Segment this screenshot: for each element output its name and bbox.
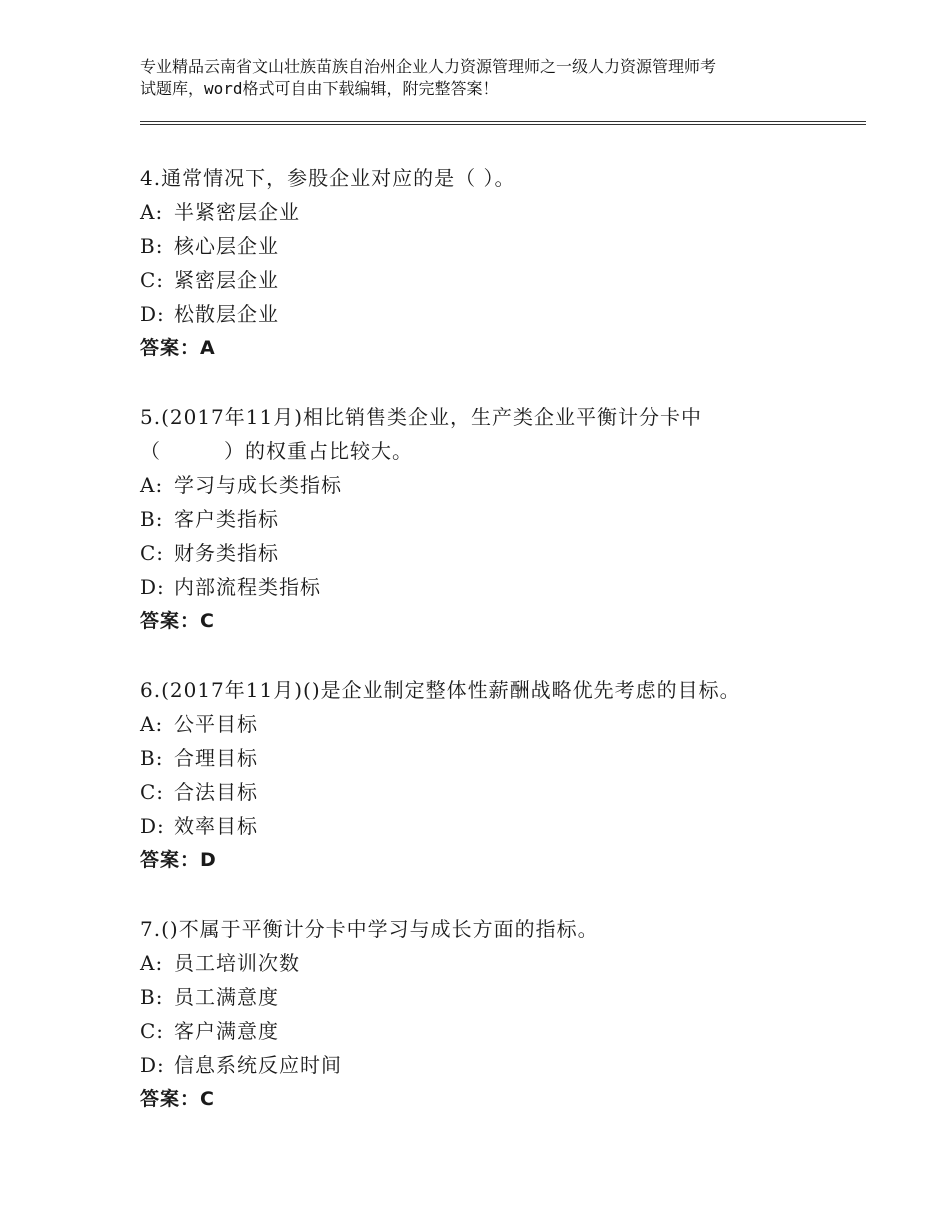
question-block <box>140 400 840 638</box>
option-key: A: <box>140 473 164 497</box>
question-stem: 6.(2017年11月)()是企业制定整体性薪酬战略优先考虑的目标。 <box>140 678 741 702</box>
option-text: 员工培训次数 <box>174 951 300 975</box>
option-text: 客户类指标 <box>174 507 279 531</box>
answer-line: 答案：A <box>140 337 216 359</box>
question-stem: 7.()不属于平衡计分卡中学习与成长方面的指标。 <box>140 917 599 941</box>
option-text: 合理目标 <box>174 746 258 770</box>
option-text: 信息系统反应时间 <box>174 1053 342 1077</box>
option-key: D: <box>140 1053 165 1077</box>
option-a <box>140 468 840 502</box>
option-c <box>140 775 840 809</box>
option-d <box>140 1048 840 1082</box>
option-text: 公平目标 <box>174 712 258 736</box>
option-key: C: <box>140 1019 165 1043</box>
option-key: A: <box>140 200 164 224</box>
option-text: 学习与成长类指标 <box>174 473 342 497</box>
option-a <box>140 707 840 741</box>
question-stem: 4.通常情况下，参股企业对应的是（ ）。 <box>140 166 516 190</box>
question-stem: 5.(2017年11月)相比销售类企业，生产类企业平衡计分卡中 <box>140 405 703 429</box>
answer-line: 答案：C <box>140 1088 215 1110</box>
option-key: B: <box>140 985 164 1009</box>
option-b <box>140 741 840 775</box>
option-text: 合法目标 <box>174 780 258 804</box>
option-d <box>140 809 840 843</box>
option-key: B: <box>140 507 164 531</box>
option-text: 员工满意度 <box>174 985 279 1009</box>
header-divider-bottom <box>140 124 866 125</box>
option-c <box>140 536 840 570</box>
option-text: 内部流程类指标 <box>174 575 321 599</box>
option-d <box>140 297 840 331</box>
answer-line: 答案：C <box>140 610 215 632</box>
answer-line: 答案：D <box>140 849 217 871</box>
option-text: 效率目标 <box>174 814 258 838</box>
header-divider-top <box>140 121 866 122</box>
option-key: D: <box>140 302 165 326</box>
document-header <box>140 56 840 100</box>
option-c <box>140 263 840 297</box>
option-key: C: <box>140 268 165 292</box>
option-text: 客户满意度 <box>174 1019 279 1043</box>
option-key: B: <box>140 746 164 770</box>
question-block <box>140 161 840 365</box>
header-line-2: 试题库，word格式可自由下载编辑，附完整答案！ <box>140 79 499 98</box>
option-text: 半紧密层企业 <box>174 200 300 224</box>
option-key: A: <box>140 951 164 975</box>
header-line-1: 专业精品云南省文山壮族苗族自治州企业人力资源管理师之一级人力资源管理师考 <box>140 57 717 76</box>
option-key: D: <box>140 814 165 838</box>
option-b <box>140 502 840 536</box>
option-a <box>140 195 840 229</box>
option-b <box>140 980 840 1014</box>
option-key: B: <box>140 234 164 258</box>
question-block <box>140 912 840 1116</box>
option-text: 财务类指标 <box>174 541 279 565</box>
option-a <box>140 946 840 980</box>
option-c <box>140 1014 840 1048</box>
option-b <box>140 229 840 263</box>
option-text: 紧密层企业 <box>174 268 279 292</box>
option-text: 核心层企业 <box>174 234 279 258</box>
option-key: D: <box>140 575 165 599</box>
option-key: C: <box>140 541 165 565</box>
option-d <box>140 570 840 604</box>
option-text: 松散层企业 <box>174 302 279 326</box>
option-key: C: <box>140 780 165 804</box>
question-block <box>140 673 840 877</box>
option-key: A: <box>140 712 164 736</box>
question-stem-continued: （ ）的权重占比较大。 <box>140 439 413 463</box>
